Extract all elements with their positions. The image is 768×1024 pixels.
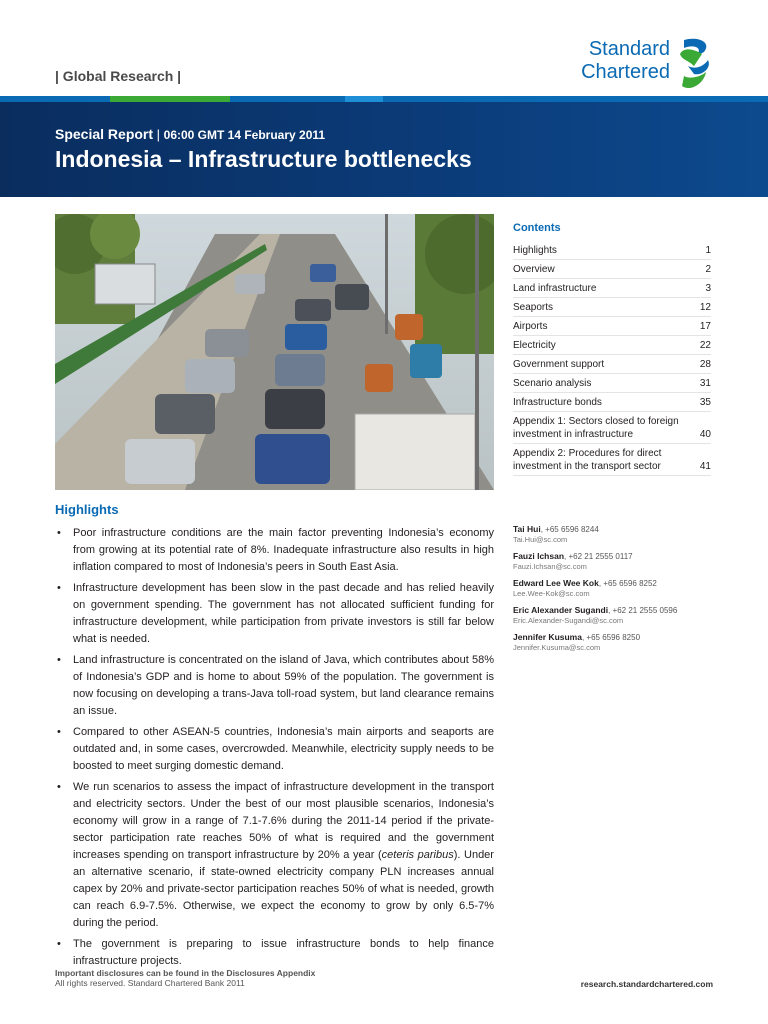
contents-panel <box>513 222 711 476</box>
author-phone: , +62 21 2555 0596 <box>608 606 678 615</box>
toc-item[interactable] <box>513 241 711 260</box>
toc-page: 1 <box>705 244 711 256</box>
bullet-glyph: • <box>57 726 61 738</box>
toc-item[interactable] <box>513 336 711 355</box>
toc-label: Government support <box>513 358 605 370</box>
author-entry <box>513 551 723 572</box>
highlight-text: We run scenarios to assess the impact of infrastructure development in the transport and electricity sectors. Under the best of our most plausible scenarios, Indonesia’s economy will grow in a range of 7.1-7.6% during the 2011-14 period if the private-sector participation rate reaches 50% of what is required and the government increases spending on transport infrastructure by 20% a year ( <box>73 781 494 861</box>
highlight-bullet <box>55 525 494 576</box>
toc-item[interactable] <box>513 444 711 476</box>
author-name: Edward Lee Wee Kok <box>513 578 599 588</box>
toc-item[interactable] <box>513 317 711 336</box>
highlight-bullet <box>55 724 494 775</box>
toc-page: 41 <box>699 460 711 472</box>
highlight-bullet <box>55 652 494 720</box>
author-phone: , +65 6596 8252 <box>598 579 657 588</box>
author-name: Fauzi Ichsan <box>513 551 565 561</box>
author-entry <box>513 578 723 599</box>
toc-label: Infrastructure bonds <box>513 396 602 408</box>
highlight-text: ). Under an alternative scenario, if state-owned electricity company PLN increases annual capex by 20% and private-sector participation reaches 50% of what is needed, growth can reach 6.9-7.5%. Otherwise, we expect the economy to grow by only 6.5-7% during the period. <box>73 849 494 929</box>
toc-label: Highlights <box>513 244 557 256</box>
toc-item[interactable] <box>513 260 711 279</box>
highlight-bullet <box>55 580 494 648</box>
contents-title: Contents <box>513 222 561 234</box>
toc-label: Appendix 1: Sectors closed to foreign investment in infrastructure <box>513 415 679 440</box>
highlight-italic-text: ceteris paribus <box>381 849 454 861</box>
bullet-glyph: • <box>57 781 61 793</box>
toc-page: 40 <box>699 428 711 440</box>
author-phone: , +65 6596 8244 <box>540 525 599 534</box>
toc-label: Electricity <box>513 339 556 351</box>
highlights-list <box>55 525 494 974</box>
report-title: Indonesia – Infrastructure bottlenecks <box>55 146 472 172</box>
standard-chartered-logo <box>558 36 718 92</box>
author-email[interactable]: Jennifer.Kusuma@sc.com <box>513 643 601 652</box>
report-type: Special Report <box>55 126 154 142</box>
report-date: 06:00 GMT 14 February 2011 <box>163 128 326 142</box>
copyright-note: All rights reserved. Standard Chartered Bank 2011 <box>55 978 245 988</box>
footer-website-link[interactable]: research.standardchartered.com <box>580 979 713 989</box>
highlight-text: The government is preparing to issue infrastructure bonds to help finance infrastructure projects. <box>73 938 494 967</box>
traffic-photo-illustration <box>55 214 494 490</box>
author-entry <box>513 524 723 545</box>
highlights-title: Highlights <box>55 502 119 517</box>
toc-item[interactable] <box>513 374 711 393</box>
toc-label: Seaports <box>513 301 554 313</box>
report-separator: | <box>153 127 164 142</box>
toc-page: 31 <box>699 377 711 389</box>
author-entry <box>513 605 723 626</box>
author-phone: , +62 21 2555 0117 <box>564 552 633 561</box>
toc-item[interactable] <box>513 298 711 317</box>
logo-swirl-icon <box>674 36 716 92</box>
highlight-text: Compared to other ASEAN-5 countries, Indonesia’s main airports and seaports are outdated and, in some cases, overcrowded. Meanwhile, electricity supply needs to be boosted to meet surging domestic demand. <box>73 726 494 772</box>
toc-page: 22 <box>699 339 711 351</box>
bullet-glyph: • <box>57 654 61 666</box>
toc-item[interactable] <box>513 412 711 444</box>
toc-page: 17 <box>699 320 711 332</box>
author-name: Tai Hui <box>513 524 541 534</box>
highlight-text: Land infrastructure is concentrated on the island of Java, which contributes about 58% of Indonesia’s GDP and is home to about 59% of the population. The government is now focusing on developing a trans-Java toll-road system, but land clearance remains an issue. <box>73 654 494 717</box>
highlight-text: Infrastructure development has been slow in the past decade and has relied heavily on government spending. The government has not allocated sufficient funding for infrastructure development, while participation from private investors is still far below what is needed. <box>73 582 494 645</box>
report-meta <box>55 126 325 142</box>
author-email[interactable]: Eric.Alexander-Sugandi@sc.com <box>513 616 624 625</box>
author-entry <box>513 632 723 653</box>
toc-page: 3 <box>705 282 711 294</box>
author-email[interactable]: Lee.Wee-Kok@sc.com <box>513 589 590 598</box>
toc-page: 12 <box>699 301 711 313</box>
disclosure-note: Important disclosures can be found in the Disclosures Appendix <box>55 968 316 978</box>
toc-label: Land infrastructure <box>513 282 597 294</box>
highlight-bullet <box>55 779 494 932</box>
toc-label: Airports <box>513 320 548 332</box>
highlight-bullet <box>55 936 494 970</box>
toc-label: Overview <box>513 263 555 275</box>
author-email[interactable]: Fauzi.Ichsan@sc.com <box>513 562 587 571</box>
author-phone: , +65 6596 8250 <box>581 633 641 642</box>
bullet-glyph: • <box>57 527 61 539</box>
bullet-glyph: • <box>57 582 61 594</box>
author-name: Jennifer Kusuma <box>513 632 582 642</box>
toc-page: 2 <box>705 263 711 275</box>
toc-label: Appendix 2: Procedures for direct investment in the transport sector <box>513 447 662 472</box>
author-name: Eric Alexander Sugandi <box>513 605 609 615</box>
author-list <box>513 524 723 659</box>
toc-item[interactable] <box>513 393 711 412</box>
logo-wordmark: Standard Chartered <box>581 38 670 83</box>
author-email[interactable]: Tai.Hui@sc.com <box>513 535 568 544</box>
toc-label: Scenario analysis <box>513 377 592 389</box>
footer-disclosures <box>55 968 315 988</box>
bullet-glyph: • <box>57 938 61 950</box>
toc-page: 35 <box>699 396 711 408</box>
traffic-photo <box>55 214 494 490</box>
report-banner <box>0 102 768 197</box>
highlight-text: Poor infrastructure conditions are the main factor preventing Indonesia’s economy from growing at its potential rate of 8%. Inadequate infrastructure also results in high inflation compared to most of Indonesia’s peers in South East Asia. <box>73 527 494 573</box>
toc-item[interactable] <box>513 279 711 298</box>
section-label: | Global Research | <box>55 68 182 84</box>
toc-page: 28 <box>699 358 711 370</box>
toc-item[interactable] <box>513 355 711 374</box>
